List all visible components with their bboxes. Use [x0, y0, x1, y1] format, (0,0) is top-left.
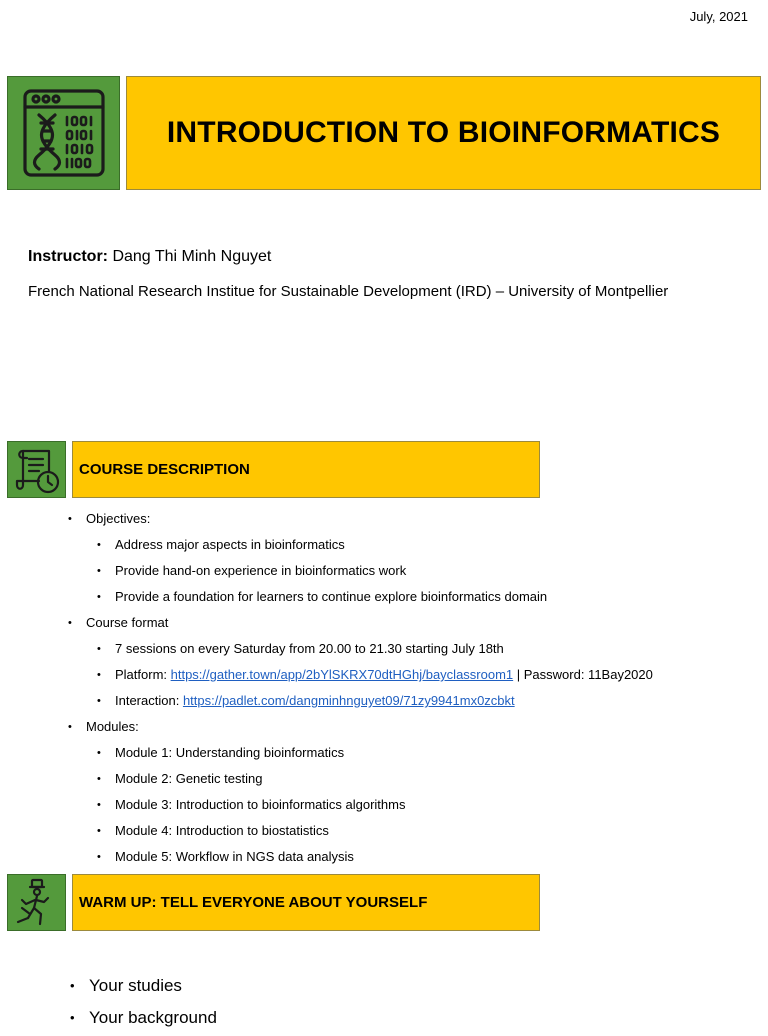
list-item [0, 766, 653, 792]
person-walking-icon [14, 878, 60, 928]
objectives-label: Objectives: [86, 511, 151, 526]
module-text: Module 5: Workflow in NGS data analysis [115, 849, 354, 864]
module-text: Module 2: Genetic testing [115, 771, 263, 786]
list-item [0, 636, 653, 662]
list-item [0, 532, 653, 558]
bullet: • [97, 773, 101, 785]
objective-text: Provide a foundation for learners to continue explore bioinformatics domain [115, 589, 548, 604]
bullet: • [70, 978, 75, 993]
header-icon-tile [7, 76, 120, 190]
instructor-affiliation: French National Research Institue for Sustainable Development (IRD) – University of Montpellier [28, 283, 669, 300]
bullet: • [97, 669, 101, 681]
course-description-title: COURSE DESCRIPTION [79, 461, 250, 478]
list-item [0, 792, 653, 818]
list-item [0, 688, 653, 714]
list-item [0, 818, 653, 844]
scroll-clock-icon [13, 445, 61, 495]
course-description-icon-tile [7, 441, 66, 498]
platform-password: | Password: 11Bay2020 [513, 667, 653, 682]
bullet: • [97, 851, 101, 863]
sessions-text: 7 sessions on every Saturday from 20.00 to 21.30 starting July 18th [115, 641, 504, 656]
bullet: • [97, 747, 101, 759]
bullet: • [97, 695, 101, 707]
list-item [0, 844, 653, 870]
dna-binary-window-icon [19, 85, 109, 181]
instructor-label: Instructor: [28, 248, 108, 265]
instructor-name: Dang Thi Minh Nguyet [108, 248, 272, 265]
warm-up-list [0, 972, 217, 1036]
bullet: • [70, 1010, 75, 1025]
warm-up-item-text: Your background [89, 1008, 217, 1027]
bullet: • [97, 539, 101, 551]
course-format-label: Course format [86, 615, 169, 630]
document-date: July, 2021 [689, 9, 748, 24]
list-item [0, 610, 653, 636]
list-item [0, 1004, 217, 1036]
list-item [0, 714, 653, 740]
list-item [0, 506, 653, 532]
bullet: • [97, 799, 101, 811]
list-item [0, 662, 653, 688]
list-item [0, 584, 653, 610]
objective-text: Provide hand-on experience in bioinformatics work [115, 563, 407, 578]
warm-up-title: WARM UP: TELL EVERYONE ABOUT YOURSELF [79, 894, 428, 911]
bullet: • [97, 643, 101, 655]
platform-link[interactable]: https://gather.town/app/2bYlSKRX70dtHGhj/bayclassroom1 [170, 667, 514, 682]
module-text: Module 3: Introduction to bioinformatics algorithms [115, 797, 406, 812]
module-text: Module 1: Understanding bioinformatics [115, 745, 345, 760]
interaction-link[interactable]: https://padlet.com/dangminhnguyet09/71zy9941mx0zcbkt [182, 693, 515, 708]
list-item [0, 972, 217, 1004]
course-description-list [0, 506, 653, 870]
list-item [0, 740, 653, 766]
instructor-line [28, 248, 271, 266]
warm-up-icon-tile [7, 874, 66, 931]
bullet: • [97, 565, 101, 577]
page-title: INTRODUCTION TO BIOINFORMATICS [166, 116, 721, 149]
course-description-banner [72, 441, 540, 498]
objective-text: Address major aspects in bioinformatics [115, 537, 345, 552]
warm-up-banner [72, 874, 540, 931]
bullet: • [97, 825, 101, 837]
bullet: • [68, 721, 72, 733]
interaction-label: Interaction: [115, 693, 183, 708]
bullet: • [68, 617, 72, 629]
warm-up-item-text: Your studies [89, 976, 182, 995]
platform-label: Platform: [115, 667, 171, 682]
module-text: Module 4: Introduction to biostatistics [115, 823, 329, 838]
bullet: • [68, 513, 72, 525]
modules-label: Modules: [86, 719, 139, 734]
page-title-banner [126, 76, 761, 190]
list-item [0, 558, 653, 584]
bullet: • [97, 591, 101, 603]
